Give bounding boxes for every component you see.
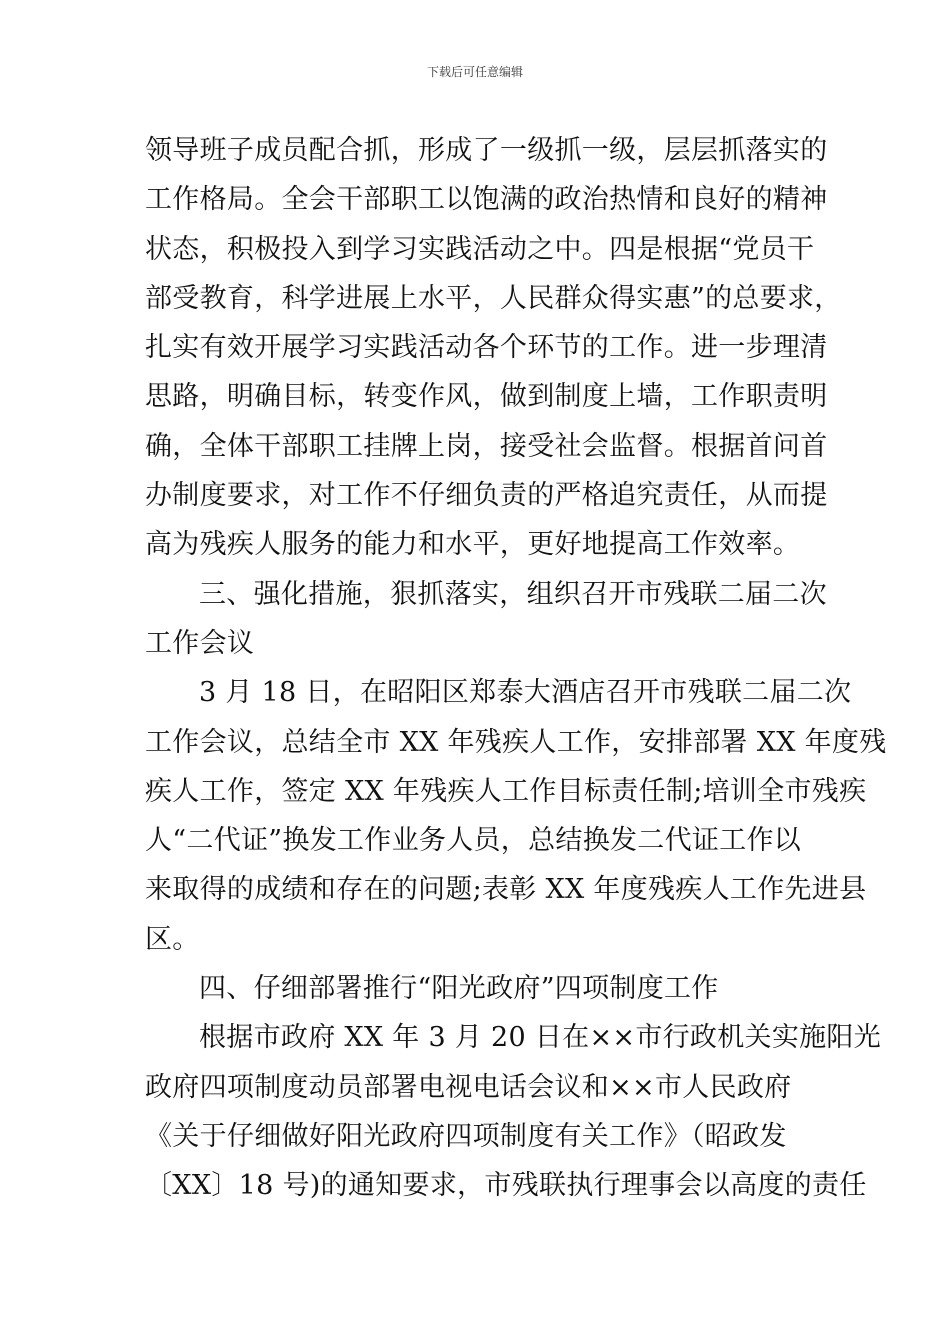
page-header: 下载后可任意编辑 <box>426 65 523 79</box>
text-line: 工作会议，总结全市 XX 年残疾人工作，安排部署 XX 年度残 <box>145 726 887 758</box>
text-line: 思路，明确目标，转变作风，做到制度上墙，工作职责明 <box>145 381 828 413</box>
paragraph-start: 3 月 18 日，在昭阳区郑泰大酒店召开市残联二届二次 <box>199 677 852 709</box>
text-line: 政府四项制度动员部署电视电话会议和××市人民政府 <box>145 1071 792 1103</box>
text-line: 来取得的成绩和存在的问题;表彰 XX 年度残疾人工作先进县 <box>145 874 867 906</box>
section-heading-4: 四、仔细部署推行“阳光政府”四项制度工作 <box>199 973 719 1005</box>
text-line: 确，全体干部职工挂牌上岗，接受社会监督。根据首问首 <box>145 430 828 462</box>
section-heading-3-cont: 工作会议 <box>145 627 255 659</box>
text-line: 办制度要求，对工作不仔细负责的严格追究责任，从而提 <box>145 480 828 512</box>
document-body <box>145 126 887 1211</box>
paragraph-start: 根据市政府 XX 年 3 月 20 日在××市行政机关实施阳光 <box>199 1022 882 1054</box>
text-line: 领导班子成员配合抓，形成了一级抓一级，层层抓落实的 <box>145 135 828 166</box>
text-line: 高为残疾人服务的能力和水平，更好地提高工作效率。 <box>145 529 801 561</box>
text-line: 区。 <box>145 923 200 955</box>
section-heading-3: 三、强化措施，狠抓落实，组织召开市残联二届二次 <box>199 578 827 610</box>
text-line: 人“二代证”换发工作业务人员，总结换发二代证工作以 <box>145 825 802 857</box>
text-line: 扎实有效开展学习实践活动各个环节的工作。进一步理清 <box>145 332 828 364</box>
text-line: 〔XX〕18 号)的通知要求，市残联执行理事会以高度的责任 <box>145 1170 867 1202</box>
text-line: 疾人工作，签定 XX 年残疾人工作目标责任制;培训全市残疾 <box>145 775 867 807</box>
text-line: 《关于仔细做好阳光政府四项制度有关工作》（昭政发 <box>145 1120 787 1152</box>
text-line: 部受教育，科学进展上水平，人民群众得实惠”的总要求， <box>145 282 842 314</box>
text-line: 工作格局。全会干部职工以饱满的政治热情和良好的精神 <box>145 184 828 216</box>
text-line: 状态，积极投入到学习实践活动之中。四是根据“党员干 <box>145 233 815 265</box>
